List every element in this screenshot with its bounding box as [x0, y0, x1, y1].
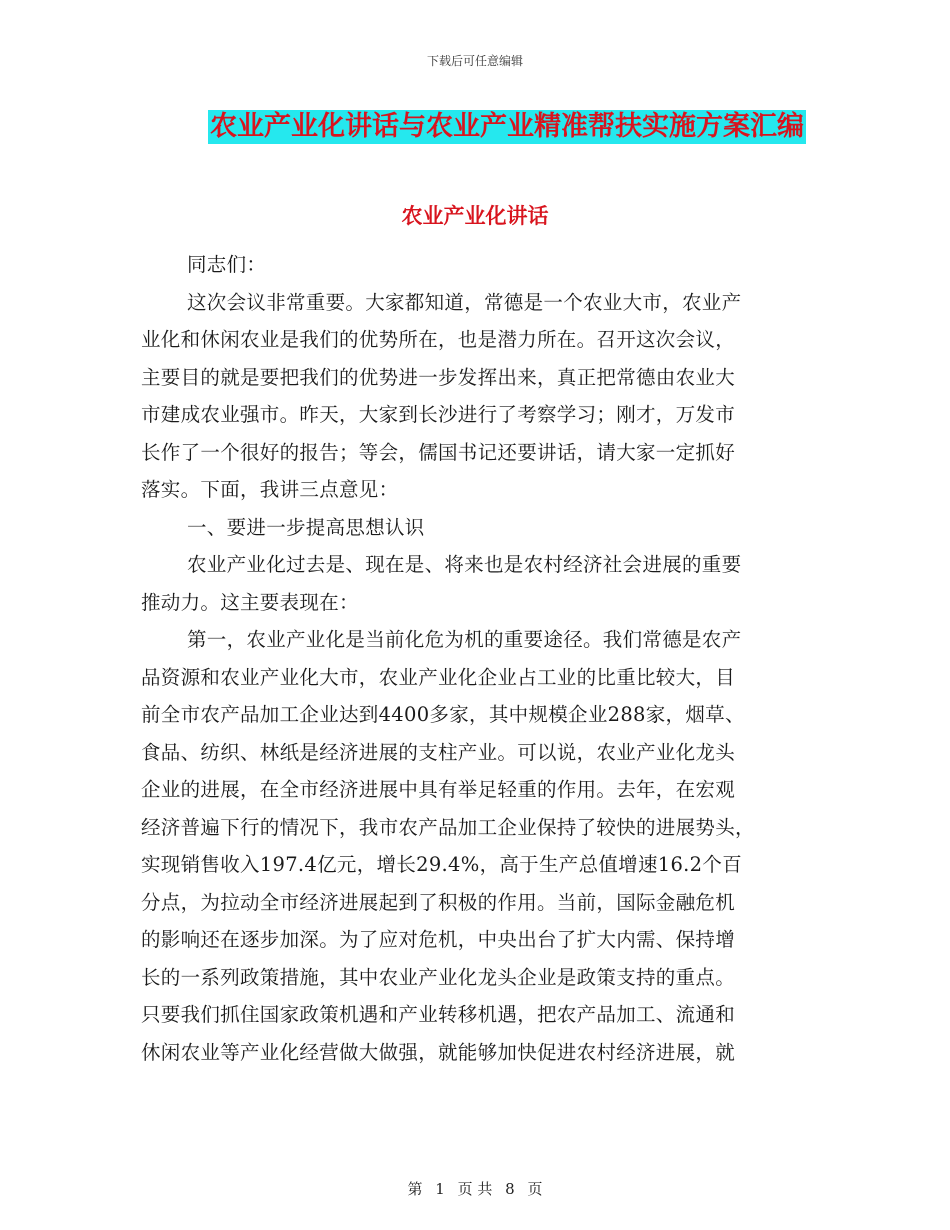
page-total: 8	[505, 1180, 515, 1198]
paragraph-line: 品资源和农业产业化大市，农业产业化企业占工业的比重比较大，目	[141, 665, 736, 689]
paragraph-line: 农业产业化过去是、现在是、将来也是农村经济社会进展的重要	[187, 553, 742, 576]
paragraph-line: 主要目的就是要把我们的优势进一步发挥出来，真正把常德由农业大	[141, 365, 736, 389]
paragraph-line: 推动力。这主要表现在：	[141, 590, 359, 614]
paragraph-line: 这次会议非常重要。大家都知道，常德是一个农业大市，农业产	[187, 290, 742, 314]
footer-prefix: 第	[407, 1180, 423, 1198]
document-body	[141, 246, 801, 1071]
paragraph-line: 业化和休闲农业是我们的优势所在，也是潜力所在。召开这次会议，	[141, 328, 736, 351]
paragraph-line: 的影响还在逐步加深。为了应对危机，中央出台了扩大内需、保持增	[141, 928, 736, 951]
paragraph-line: 只要我们抓住国家政策机遇和产业转移机遇，把农产品加工、流通和	[141, 1003, 736, 1026]
heading-line: 一、要进一步提高思想认识	[187, 515, 425, 539]
paragraph-line: 市建成农业强市。昨天，大家到长沙进行了考察学习；刚才，万发市	[141, 403, 736, 426]
footer-middle: 页 共	[457, 1180, 493, 1198]
paragraph-line: 同志们：	[187, 253, 267, 276]
footer-suffix: 页	[527, 1180, 543, 1198]
paragraph-line: 长的一系列政策措施，其中农业产业化龙头企业是政策支持的重点。	[141, 965, 736, 989]
paragraph-line: 落实。下面，我讲三点意见：	[141, 478, 399, 501]
paragraph-line: 长作了一个很好的报告；等会，儒国书记还要讲话，请大家一定抓好	[141, 440, 736, 464]
section-title: 农业产业化讲话	[401, 203, 549, 228]
paragraph-line: 分点，为拉动全市经济进展起到了积极的作用。当前，国际金融危机	[141, 890, 736, 914]
paragraph-line: 前全市农产品加工企业达到4400多家，其中规模企业288家，烟草、	[141, 703, 745, 726]
paragraph-line: 企业的进展，在全市经济进展中具有举足轻重的作用。去年，在宏观	[141, 778, 736, 801]
document-title: 农业产业化讲话与农业产业精准帮扶实施方案汇编	[210, 111, 804, 142]
paragraph-line: 实现销售收入197.4亿元，增长29.4%，高于生产总值增速16.2个百	[141, 853, 742, 876]
paragraph-line: 食品、纺织、林纸是经济进展的支柱产业。可以说，农业产业化龙头	[141, 740, 736, 764]
page-footer	[0, 1178, 950, 1199]
paragraph-line: 第一，农业产业化是当前化危为机的重要途径。我们常德是农产	[187, 628, 742, 651]
page-number: 1	[435, 1180, 445, 1198]
paragraph-line: 经济普遍下行的情况下，我市农产品加工企业保持了较快的进展势头，	[141, 815, 755, 839]
paragraph-line: 休闲农业等产业化经营做大做强，就能够加快促进农村经济进展，就	[141, 1040, 736, 1064]
page-header-note: 下载后可任意编辑	[426, 54, 523, 68]
